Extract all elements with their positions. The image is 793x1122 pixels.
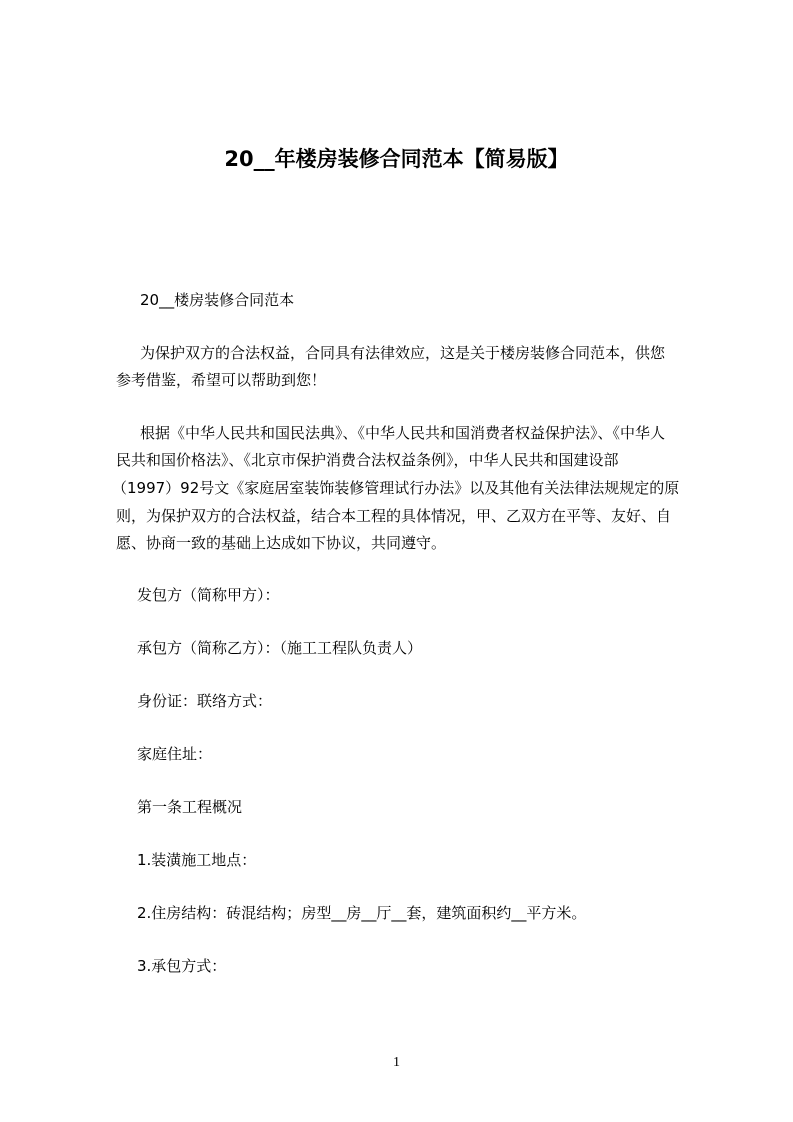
list-item: 3.承包方式：: [137, 957, 227, 975]
list-item: 1.装潢施工地点：: [137, 851, 257, 869]
party-a-line: 发包方（简称甲方）：: [137, 586, 280, 604]
paragraph-line: 愿、协商一致的基础上达成如下协议，共同遵守。: [116, 534, 447, 552]
address-line: 家庭住址：: [137, 745, 213, 763]
party-b-line: 承包方（简称乙方）：（施工工程队负责人）: [137, 639, 423, 657]
paragraph-line: 则，为保护双方的合法权益，结合本工程的具体情况，甲、乙双方在平等、友好、自: [116, 507, 672, 525]
page-number: 1: [393, 1055, 400, 1070]
paragraph-line: （1997）92号文《家庭居室装饰装修管理试行办法》以及其他有关法律法规规定的原: [112, 479, 680, 497]
section-heading: 第一条工程概况: [137, 798, 243, 816]
list-item: 2.住房结构：砖混结构；房型__房__厅__套，建筑面积约__平方米。: [137, 904, 587, 922]
paragraph-line: 为保护双方的合法权益，合同具有法律效应，这是关于楼房装修合同范本，供您: [140, 344, 666, 362]
paragraph-line: 民共和国价格法》、《北京市保护消费合法权益条例》，中华人民共和国建设部: [116, 451, 619, 469]
subtitle: 20__楼房装修合同范本: [140, 291, 295, 309]
paragraph-line: 根据《中华人民共和国民法典》、《中华人民共和国消费者权益保护法》、《中华人: [140, 424, 666, 442]
paragraph-line: 参考借鉴，希望可以帮助到您！: [116, 371, 327, 389]
document-title: 20__年楼房装修合同范本【简易版】: [224, 147, 569, 171]
id-contact-line: 身份证：联络方式：: [137, 692, 273, 710]
